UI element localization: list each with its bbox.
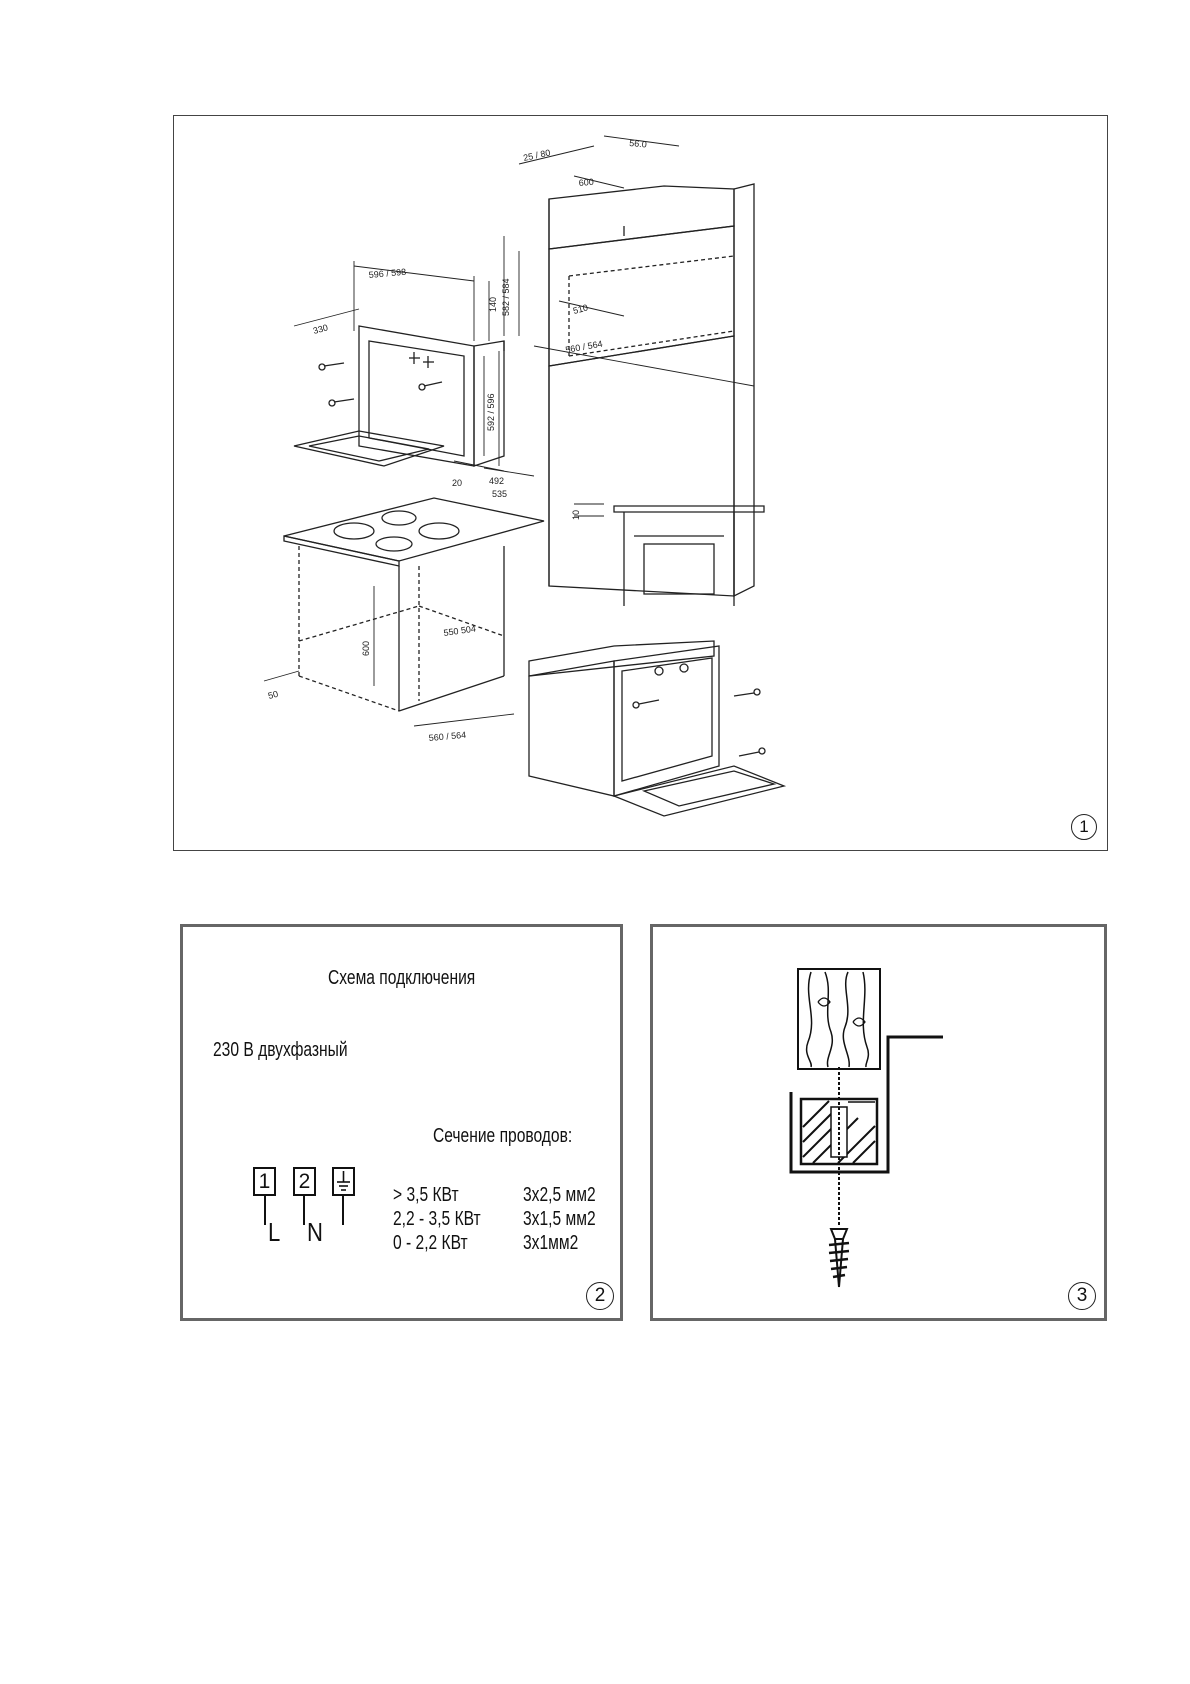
mounting-bracket: [791, 1037, 943, 1172]
terminal-label-l: L: [268, 1217, 281, 1247]
tall-cabinet: [549, 184, 754, 596]
hob-cabinet: [264, 498, 544, 726]
figure-number-badge: 1: [1071, 814, 1097, 840]
figure-number-badge: 3: [1068, 1282, 1096, 1310]
dim-550-504: 550 504: [442, 623, 477, 638]
wiring-scheme-panel: [180, 924, 623, 1321]
dim-560-564-right: 560 / 564: [564, 338, 604, 355]
terminal-2: 2: [293, 1167, 316, 1196]
hob-side-detail: [574, 504, 764, 606]
dim-600-cabinet: 600: [361, 640, 371, 656]
dim-535: 535: [492, 489, 508, 499]
dim-25-80: 25 / 80: [522, 147, 552, 163]
screw-fixing-panel: [650, 924, 1107, 1321]
wire-section-row-3: 3x1мм2: [523, 1232, 579, 1254]
wiring-scheme-title: Схема подключения: [328, 967, 476, 989]
wire-power-row-2: 2,2 - 3,5 КВт: [393, 1208, 481, 1230]
dim-600: 600: [578, 176, 595, 188]
dim-330: 330: [311, 322, 330, 336]
dim-10: 10: [571, 509, 581, 520]
installation-drawing: [174, 116, 1109, 852]
installation-diagram-panel: [173, 115, 1108, 851]
dim-592-596: 592 / 596: [486, 393, 496, 431]
screw-icons: [319, 363, 442, 406]
terminal-label-n: N: [307, 1217, 323, 1247]
terminal-wires: [183, 927, 626, 1324]
dim-560-top: 56.0: [628, 138, 648, 150]
wood-block-top: [798, 969, 880, 1069]
wire-section-title: Сечение проводов:: [433, 1125, 573, 1147]
wire-section-row-2: 3x1,5 мм2: [523, 1208, 596, 1230]
screw-fixing-drawing: [653, 927, 1110, 1324]
dim-510: 510: [571, 302, 590, 316]
dim-50: 50: [266, 688, 280, 701]
dim-596-598: 596 / 598: [368, 266, 407, 280]
dim-20: 20: [452, 478, 463, 488]
figure-number-badge: 2: [586, 1282, 614, 1310]
dim-140: 140: [488, 296, 498, 312]
dim-582-584: 582 / 584: [501, 278, 511, 316]
oven-front: [294, 326, 504, 466]
wire-power-row-1: > 3,5 КВт: [393, 1184, 459, 1206]
dim-492: 492: [489, 476, 505, 486]
terminal-1: 1: [253, 1167, 276, 1196]
voltage-label: 230 В двухфазный: [213, 1039, 348, 1061]
wire-power-row-3: 0 - 2,2 КВт: [393, 1232, 468, 1254]
dim-560-564-bottom: 560 / 564: [428, 729, 467, 743]
builtin-oven: [529, 641, 784, 816]
wire-section-row-1: 3x2,5 мм2: [523, 1184, 596, 1206]
